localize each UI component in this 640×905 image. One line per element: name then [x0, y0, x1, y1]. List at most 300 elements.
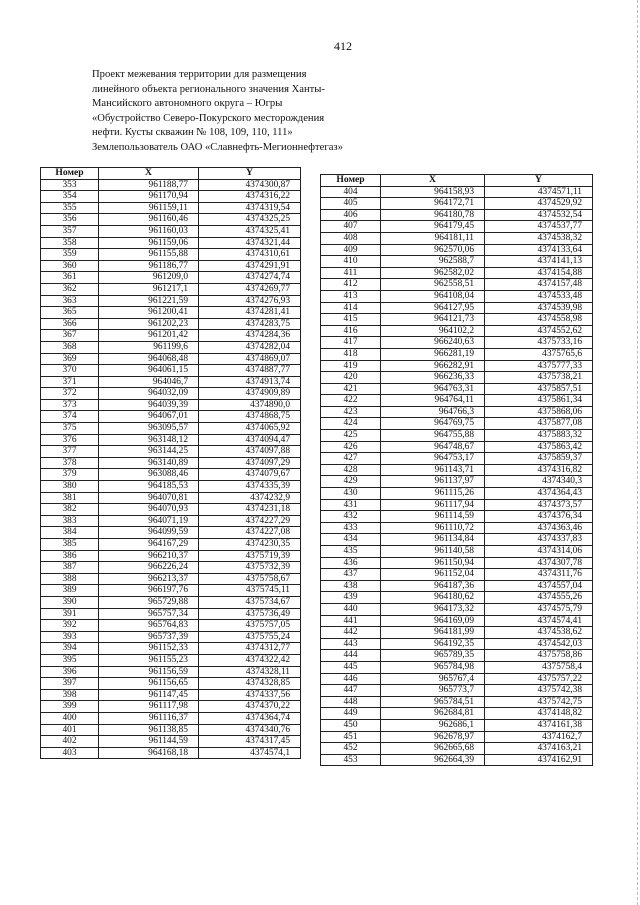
cell-x: 964158,93 [381, 186, 485, 198]
table-row [321, 569, 593, 581]
table-row [321, 267, 593, 279]
cell-x: 961138,85 [99, 724, 199, 736]
cell-number: 425 [321, 430, 381, 442]
cell-y: 4374274,74 [199, 272, 301, 284]
cell-number: 369 [41, 353, 99, 365]
table-row [41, 736, 301, 748]
cell-y: 4375859,37 [485, 453, 593, 465]
page-number: 412 [334, 39, 352, 53]
cell-number: 377 [41, 446, 99, 458]
table-row [41, 573, 301, 585]
title-line: нефти. Кусты скважин № 108, 109, 110, 111» [92, 127, 293, 138]
table-row [41, 457, 301, 469]
cell-number: 358 [41, 237, 99, 249]
cell-x: 964061,15 [99, 365, 199, 377]
cell-number: 427 [321, 453, 381, 465]
cell-x: 962588,7 [381, 256, 485, 268]
table-row [321, 244, 593, 256]
cell-number: 371 [41, 376, 99, 388]
cell-x: 961147,45 [99, 689, 199, 701]
cell-y: 4374094,47 [199, 434, 301, 446]
cell-y: 4375777,33 [485, 360, 593, 372]
cell-x: 961209,0 [99, 272, 199, 284]
table-row [321, 406, 593, 418]
table-row [321, 754, 593, 766]
cell-y: 4374557,04 [485, 580, 593, 592]
cell-number: 418 [321, 348, 381, 360]
cell-number: 365 [41, 307, 99, 319]
title-line: «Обустройство Северо-Покурского месторождения [92, 112, 325, 124]
cell-x: 965767,4 [381, 673, 485, 685]
cell-y: 4374337,56 [199, 689, 301, 701]
cell-number: 433 [321, 522, 381, 534]
cell-number: 410 [321, 256, 381, 268]
cell-y: 4375742,38 [485, 685, 593, 697]
cell-y: 4374887,77 [199, 365, 301, 377]
cell-x: 961134,84 [381, 534, 485, 546]
cell-number: 401 [41, 724, 99, 736]
cell-x: 962582,02 [381, 267, 485, 279]
cell-y: 4375758,4 [485, 661, 593, 673]
table-row [41, 365, 301, 377]
table-row [321, 580, 593, 592]
table-row [41, 562, 301, 574]
cell-y: 4374869,07 [199, 353, 301, 365]
cell-x: 961140,58 [381, 546, 485, 558]
cell-number: 423 [321, 406, 381, 418]
cell-y: 4374555,26 [485, 592, 593, 604]
cell-number: 451 [321, 731, 381, 743]
cell-y: 4375755,24 [199, 631, 301, 643]
cell-x: 965784,98 [381, 661, 485, 673]
cell-y: 4375733,16 [485, 337, 593, 349]
table-row [321, 314, 593, 326]
cell-x: 964180,62 [381, 592, 485, 604]
cell-x: 964748,67 [381, 441, 485, 453]
table-row [321, 209, 593, 221]
cell-number: 393 [41, 631, 99, 643]
cell-x: 961114,59 [381, 511, 485, 523]
cell-x: 961110,72 [381, 522, 485, 534]
table-row [41, 260, 301, 272]
cell-x: 961144,59 [99, 736, 199, 748]
cell-number: 437 [321, 569, 381, 581]
table-row [41, 481, 301, 493]
cell-y: 4375877,08 [485, 418, 593, 430]
cell-number: 406 [321, 209, 381, 221]
cell-y: 4374281,41 [199, 307, 301, 319]
cell-number: 381 [41, 492, 99, 504]
cell-number: 355 [41, 202, 99, 214]
page-edge-line [636, 0, 638, 905]
cell-x: 963144,25 [99, 446, 199, 458]
table-row [321, 603, 593, 615]
table-row [321, 557, 593, 569]
table-row [41, 747, 301, 759]
cell-y: 4375758,86 [485, 650, 593, 662]
cell-x: 964769,75 [381, 418, 485, 430]
cell-y: 4374328,11 [199, 666, 301, 678]
table-row [321, 279, 593, 291]
table-row [321, 418, 593, 430]
table-header-row [321, 175, 593, 187]
cell-number: 398 [41, 689, 99, 701]
cell-x: 963148,12 [99, 434, 199, 446]
cell-number: 439 [321, 592, 381, 604]
cell-x: 964179,45 [381, 221, 485, 233]
table-row [321, 337, 593, 349]
cell-number: 386 [41, 550, 99, 562]
cell-x: 961202,23 [99, 318, 199, 330]
cell-number: 419 [321, 360, 381, 372]
cell-x: 964108,04 [381, 290, 485, 302]
cell-y: 4375757,22 [485, 673, 593, 685]
cell-number: 383 [41, 515, 99, 527]
table-row [41, 504, 301, 516]
cell-y: 4375738,21 [485, 372, 593, 384]
cell-x: 964192,35 [381, 638, 485, 650]
cell-x: 964187,36 [381, 580, 485, 592]
cell-y: 4374337,83 [485, 534, 593, 546]
table-row [321, 546, 593, 558]
cell-x: 961152,33 [99, 643, 199, 655]
table-row [321, 650, 593, 662]
table-row [41, 283, 301, 295]
cell-x: 964753,17 [381, 453, 485, 465]
cell-x: 964169,09 [381, 615, 485, 627]
cell-y: 4374133,64 [485, 244, 593, 256]
table-row [41, 724, 301, 736]
coordinates-table-right [320, 174, 593, 766]
cell-y: 4374148,82 [485, 708, 593, 720]
table-row [321, 430, 593, 442]
cell-y: 4374552,62 [485, 325, 593, 337]
cell-number: 424 [321, 418, 381, 430]
table-row [41, 666, 301, 678]
cell-x: 965789,35 [381, 650, 485, 662]
cell-x: 962570,06 [381, 244, 485, 256]
table-row [41, 318, 301, 330]
cell-number: 402 [41, 736, 99, 748]
cell-y: 4374232,9 [199, 492, 301, 504]
table-row [321, 290, 593, 302]
cell-x: 965737,39 [99, 631, 199, 643]
cell-number: 363 [41, 295, 99, 307]
cell-x: 964046,7 [99, 376, 199, 388]
table-row [41, 341, 301, 353]
cell-x: 964763,31 [381, 383, 485, 395]
cell-number: 440 [321, 603, 381, 615]
cell-number: 435 [321, 546, 381, 558]
cell-y: 4374162,7 [485, 731, 593, 743]
table-row [321, 661, 593, 673]
cell-y: 4374340,3 [485, 476, 593, 488]
cell-y: 4374363,46 [485, 522, 593, 534]
cell-y: 4374319,54 [199, 202, 301, 214]
coordinates-table-left [40, 167, 301, 759]
table-row [41, 272, 301, 284]
cell-number: 452 [321, 743, 381, 755]
cell-y: 4374154,88 [485, 267, 593, 279]
cell-x: 961170,94 [99, 191, 199, 203]
cell-x: 961155,23 [99, 654, 199, 666]
cell-y: 4374269,77 [199, 283, 301, 295]
table-row [321, 685, 593, 697]
table-row [41, 179, 301, 191]
cell-x: 965757,34 [99, 608, 199, 620]
cell-y: 4374335,39 [199, 481, 301, 493]
cell-number: 438 [321, 580, 381, 592]
cell-y: 4374300,87 [199, 179, 301, 191]
table-row [321, 453, 593, 465]
cell-y: 4374316,22 [199, 191, 301, 203]
title-line: Проект межевания территории для размещения [92, 69, 307, 80]
cell-number: 445 [321, 661, 381, 673]
cell-y: 4374364,74 [199, 712, 301, 724]
cell-number: 397 [41, 678, 99, 690]
cell-number: 453 [321, 754, 381, 766]
cell-x: 964764,11 [381, 395, 485, 407]
table-row [321, 256, 593, 268]
cell-y: 4374913,74 [199, 376, 301, 388]
cell-y: 4374284,36 [199, 330, 301, 342]
table-row [41, 191, 301, 203]
cell-x: 961115,26 [381, 488, 485, 500]
cell-number: 436 [321, 557, 381, 569]
cell-x: 961159,11 [99, 202, 199, 214]
cell-y: 4374373,57 [485, 499, 593, 511]
header-y: Y [199, 168, 301, 180]
cell-number: 399 [41, 701, 99, 713]
table-row [41, 330, 301, 342]
cell-y: 4374316,82 [485, 464, 593, 476]
table-row [41, 399, 301, 411]
cell-y: 4374364,43 [485, 488, 593, 500]
document-title [92, 68, 392, 155]
cell-x: 964173,32 [381, 603, 485, 615]
cell-number: 408 [321, 232, 381, 244]
cell-y: 4374079,67 [199, 469, 301, 481]
cell-y: 4375863,42 [485, 441, 593, 453]
cell-x: 961186,77 [99, 260, 199, 272]
cell-y: 4374291,91 [199, 260, 301, 272]
table-row [41, 620, 301, 632]
cell-number: 430 [321, 488, 381, 500]
cell-y: 4374230,35 [199, 539, 301, 551]
table-row [41, 249, 301, 261]
header-y: Y [485, 175, 593, 187]
cell-number: 390 [41, 596, 99, 608]
cell-y: 4375742,75 [485, 696, 593, 708]
cell-number: 448 [321, 696, 381, 708]
cell-y: 4375857,51 [485, 383, 593, 395]
table-row [41, 214, 301, 226]
cell-number: 422 [321, 395, 381, 407]
table-row [41, 225, 301, 237]
cell-number: 431 [321, 499, 381, 511]
cell-x: 964181,99 [381, 627, 485, 639]
table-row [41, 689, 301, 701]
table-row [321, 383, 593, 395]
table-row [321, 731, 593, 743]
table-row [321, 372, 593, 384]
cell-x: 961188,77 [99, 179, 199, 191]
cell-number: 388 [41, 573, 99, 585]
table-row [41, 608, 301, 620]
cell-x: 966197,76 [99, 585, 199, 597]
cell-y: 4374162,91 [485, 754, 593, 766]
cell-x: 964755,88 [381, 430, 485, 442]
table-row [41, 423, 301, 435]
cell-number: 376 [41, 434, 99, 446]
cell-x: 961159,06 [99, 237, 199, 249]
cell-x: 966213,37 [99, 573, 199, 585]
header-x: X [99, 168, 199, 180]
table-row [41, 202, 301, 214]
table-row [41, 446, 301, 458]
cell-number: 403 [41, 747, 99, 759]
table-row [321, 522, 593, 534]
cell-y: 4374538,32 [485, 232, 593, 244]
table-row [321, 348, 593, 360]
cell-number: 391 [41, 608, 99, 620]
cell-number: 447 [321, 685, 381, 697]
cell-y: 4374890,0 [199, 399, 301, 411]
cell-number: 400 [41, 712, 99, 724]
table-row [321, 441, 593, 453]
cell-x: 964032,09 [99, 388, 199, 400]
title-line: Землепользователь ОАО «Славнефть-Мегионнефтегаз» [92, 141, 343, 153]
table-row [321, 395, 593, 407]
cell-y: 4374574,1 [199, 747, 301, 759]
cell-x: 961217,1 [99, 283, 199, 295]
cell-y: 4374325,41 [199, 225, 301, 237]
cell-y: 4375736,49 [199, 608, 301, 620]
cell-y: 4374157,48 [485, 279, 593, 291]
table-row [41, 712, 301, 724]
cell-y: 4374163,21 [485, 743, 593, 755]
cell-x: 964181,11 [381, 232, 485, 244]
cell-y: 4375868,06 [485, 406, 593, 418]
cell-y: 4374575,79 [485, 603, 593, 615]
table-row [321, 221, 593, 233]
title-line: линейного объекта регионального значения Ханты- [92, 83, 325, 95]
cell-number: 449 [321, 708, 381, 720]
table-row [41, 411, 301, 423]
cell-number: 370 [41, 365, 99, 377]
table-row [41, 539, 301, 551]
cell-x: 966240,63 [381, 337, 485, 349]
cell-x: 961152,04 [381, 569, 485, 581]
cell-y: 4374141,13 [485, 256, 593, 268]
cell-x: 963088,46 [99, 469, 199, 481]
cell-number: 367 [41, 330, 99, 342]
cell-number: 356 [41, 214, 99, 226]
header-x: X [381, 175, 485, 187]
cell-number: 373 [41, 399, 99, 411]
table-row [41, 678, 301, 690]
cell-y: 4374542,03 [485, 638, 593, 650]
cell-number: 362 [41, 283, 99, 295]
cell-x: 961143,71 [381, 464, 485, 476]
cell-x: 961155,88 [99, 249, 199, 261]
cell-y: 4374370,22 [199, 701, 301, 713]
cell-number: 444 [321, 650, 381, 662]
cell-x: 964127,95 [381, 302, 485, 314]
table-row [41, 550, 301, 562]
cell-number: 375 [41, 423, 99, 435]
cell-number: 429 [321, 476, 381, 488]
cell-x: 964039,39 [99, 399, 199, 411]
cell-number: 382 [41, 504, 99, 516]
cell-x: 964102,2 [381, 325, 485, 337]
title-line: Мансийского автономного округа – Югры [92, 98, 283, 109]
cell-number: 411 [321, 267, 381, 279]
table-row [321, 743, 593, 755]
table-row [321, 232, 593, 244]
cell-number: 360 [41, 260, 99, 272]
cell-number: 417 [321, 337, 381, 349]
cell-x: 961200,41 [99, 307, 199, 319]
cell-number: 407 [321, 221, 381, 233]
cell-y: 4374532,54 [485, 209, 593, 221]
cell-y: 4375757,05 [199, 620, 301, 632]
cell-x: 964070,81 [99, 492, 199, 504]
cell-x: 964071,19 [99, 515, 199, 527]
table-row [41, 353, 301, 365]
table-row [41, 469, 301, 481]
cell-x: 962558,51 [381, 279, 485, 291]
table-row [321, 673, 593, 685]
cell-x: 964172,71 [381, 198, 485, 210]
cell-y: 4374276,93 [199, 295, 301, 307]
table-row [41, 376, 301, 388]
cell-x: 964185,53 [99, 481, 199, 493]
cell-y: 4374538,62 [485, 627, 593, 639]
table-row [41, 596, 301, 608]
cell-x: 962664,39 [381, 754, 485, 766]
cell-x: 961201,42 [99, 330, 199, 342]
cell-y: 4374231,18 [199, 504, 301, 516]
cell-x: 964121,73 [381, 314, 485, 326]
cell-x: 966226,24 [99, 562, 199, 574]
cell-y: 4374539,98 [485, 302, 593, 314]
cell-x: 962686,1 [381, 719, 485, 731]
cell-number: 380 [41, 481, 99, 493]
table-row [321, 499, 593, 511]
cell-x: 965729,88 [99, 596, 199, 608]
table-row [321, 534, 593, 546]
cell-number: 414 [321, 302, 381, 314]
table-row [321, 488, 593, 500]
cell-number: 443 [321, 638, 381, 650]
cell-y: 4374321,44 [199, 237, 301, 249]
table-row [41, 654, 301, 666]
cell-x: 965764,83 [99, 620, 199, 632]
cell-x: 966282,91 [381, 360, 485, 372]
cell-x: 964068,48 [99, 353, 199, 365]
cell-number: 372 [41, 388, 99, 400]
cell-number: 421 [321, 383, 381, 395]
cell-x: 964099,59 [99, 527, 199, 539]
cell-y: 4374325,25 [199, 214, 301, 226]
table-row [321, 325, 593, 337]
header-number: Номер [321, 175, 381, 187]
cell-number: 387 [41, 562, 99, 574]
cell-x: 961117,94 [381, 499, 485, 511]
cell-y: 4375719,39 [199, 550, 301, 562]
cell-x: 966210,37 [99, 550, 199, 562]
